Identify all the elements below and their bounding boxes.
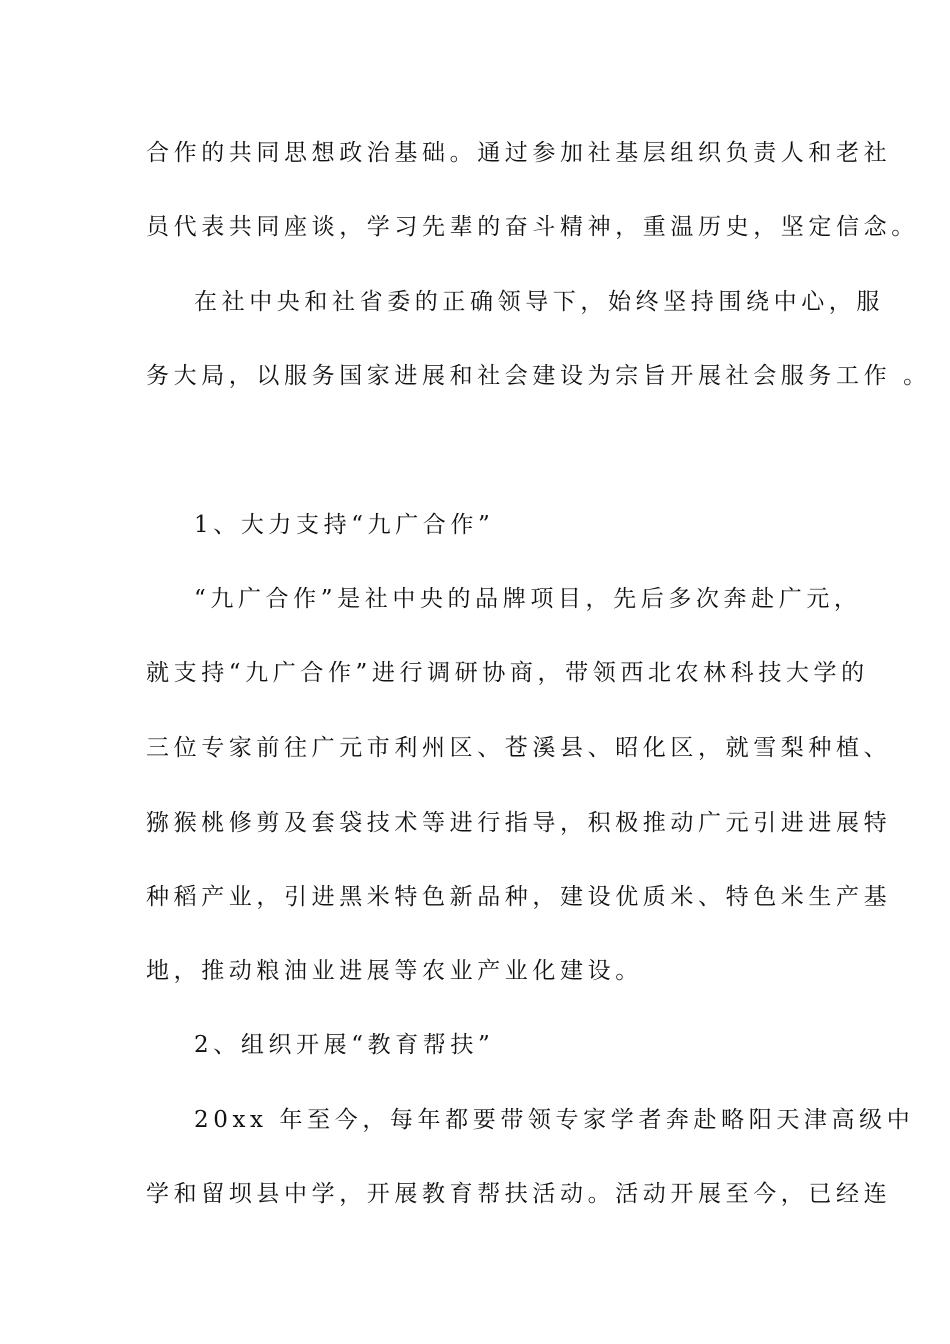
paragraph-line: 地，推动粮油业进展等农业产业化建设。 <box>146 958 643 984</box>
paragraph-line: 合作的共同思想政治基础。通过参加社基层组织负责人和老社 <box>146 140 892 166</box>
section-heading: 1、大力支持“九广合作” <box>194 512 495 538</box>
paragraph-line: 三位专家前往广元市利州区、苍溪县、昭化区，就雪梨种植、 <box>146 735 892 761</box>
paragraph-line: 员代表共同座谈，学习先辈的奋斗精神，重温历史，坚定信念。 <box>146 214 919 240</box>
paragraph-line: 种稻产业，引进黑米特色新品种，建设优质米、特色米生产基 <box>146 884 892 910</box>
paragraph-line: 学和留坝县中学，开展教育帮扶活动。活动开展至今，已经连 <box>146 1181 892 1207</box>
paragraph-line: 在社中央和社省委的正确领导下，始终坚持围绕中心，服 <box>194 289 884 315</box>
paragraph-line: 就支持“九广合作”进行调研协商，带领西北农林科技大学的 <box>146 660 869 686</box>
paragraph-line: “九广合作”是社中央的品牌项目，先后多次奔赴广元， <box>194 586 862 612</box>
section-heading: 2、组织开展“教育帮扶” <box>194 1032 495 1058</box>
paragraph-line: 20xx 年至今，每年都要带领专家学者奔赴略阳天津高级中 <box>194 1107 915 1133</box>
paragraph-line: 务大局，以服务国家进展和社会建设为宗旨开展社会服务工作 。 <box>146 363 931 389</box>
paragraph-line: 猕猴桃修剪及套袋技术等进行指导，积极推动广元引进进展特 <box>146 810 892 836</box>
